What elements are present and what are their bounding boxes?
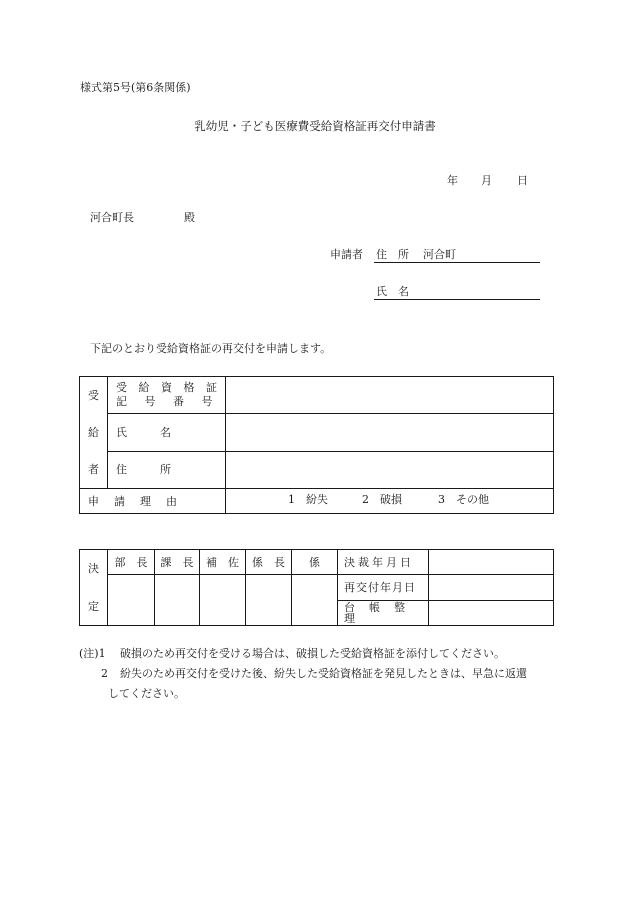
recipient-address-label: 住 所 (116, 463, 171, 477)
reason-label: 申 請 理 由 (88, 494, 179, 508)
decision-date-label-cell (338, 550, 429, 575)
application-table (79, 376, 554, 514)
form-number: 様式第5号(第6条関係) (80, 81, 191, 94)
approver-header: 係 (292, 550, 338, 575)
recipient-name-label: 氏 名 (116, 425, 171, 439)
decision-table (79, 549, 554, 626)
recipient-label-cell (80, 377, 108, 489)
name-underline (374, 299, 540, 300)
approver-stamp-box[interactable] (246, 575, 292, 626)
applicant-address-value[interactable]: 河合町 (423, 248, 456, 261)
approver-stamp-box[interactable] (155, 575, 200, 626)
reissue-date-label-cell (338, 575, 429, 601)
approver-header: 課 長 (155, 550, 200, 575)
address-underline (374, 262, 540, 263)
note-2-number: 2 (101, 667, 108, 680)
cert-number-label-line1: 受 給 資 格 証 (116, 381, 217, 395)
decision-char: 決 (88, 562, 99, 576)
decision-label-cell (80, 550, 108, 626)
reissue-date-label: 再交付年月日 (344, 581, 416, 594)
applicant-label: 申請者 (330, 248, 363, 261)
addressee-honorific: 殿 (184, 211, 195, 224)
approver-header: 補 佐 (200, 550, 246, 575)
decision-char: 定 (88, 599, 99, 613)
approver-header: 係 長 (246, 550, 292, 575)
reason-option-loss[interactable]: 1 紛失 (288, 493, 328, 506)
applicant-name-label: 氏 名 (376, 285, 409, 298)
decision-date-input[interactable] (429, 550, 554, 575)
approver-stamp-box[interactable] (292, 575, 338, 626)
ledger-input[interactable] (429, 601, 554, 626)
note-prefix: (注)1 (79, 647, 106, 660)
date-day-label: 日 (517, 174, 528, 187)
form-title: 乳幼児・子ども医療費受給資格証再交付申請書 (194, 119, 436, 133)
recipient-char: 者 (88, 463, 99, 476)
note-2-line2: してください。 (108, 687, 185, 700)
note-2-line1: 紛失のため再交付を受けた後、紛失した受給資格証を発見したときは、早急に返還 (120, 667, 527, 680)
note-1: 破損のため再交付を受ける場合は、破損した受給資格証を添付してください。 (120, 647, 505, 660)
cert-number-input[interactable] (226, 377, 554, 414)
ledger-label-cell (338, 601, 429, 626)
recipient-address-input[interactable] (226, 451, 554, 488)
approver-stamp-box[interactable] (200, 575, 246, 626)
approver-header: 部 長 (108, 550, 155, 575)
ledger-label: 台帳整理 (344, 601, 419, 625)
reason-label-cell (80, 489, 226, 514)
recipient-char: 受 (88, 389, 99, 402)
reissue-date-input[interactable] (429, 575, 554, 601)
date-year-label: 年 (447, 174, 458, 187)
recipient-name-input[interactable] (226, 414, 554, 451)
approver-stamp-box[interactable] (108, 575, 155, 626)
applicant-address-label: 住 所 (376, 248, 409, 261)
addressee-name: 河合町長 (90, 211, 134, 224)
reason-option-other[interactable]: 3 その他 (438, 493, 489, 506)
date-month-label: 月 (481, 174, 492, 187)
intro-text: 下記のとおり受給資格証の再交付を申請します。 (90, 342, 332, 355)
cert-number-label-line2: 記 号 番 号 (116, 395, 213, 409)
recipient-address-label-cell (108, 451, 226, 488)
reason-options-cell (226, 489, 554, 514)
reason-option-damage[interactable]: 2 破損 (362, 493, 402, 506)
decision-date-label: 決裁年月日 (344, 555, 414, 569)
cert-number-label-cell (108, 377, 226, 414)
recipient-name-label-cell (108, 414, 226, 451)
recipient-char: 給 (88, 426, 99, 439)
